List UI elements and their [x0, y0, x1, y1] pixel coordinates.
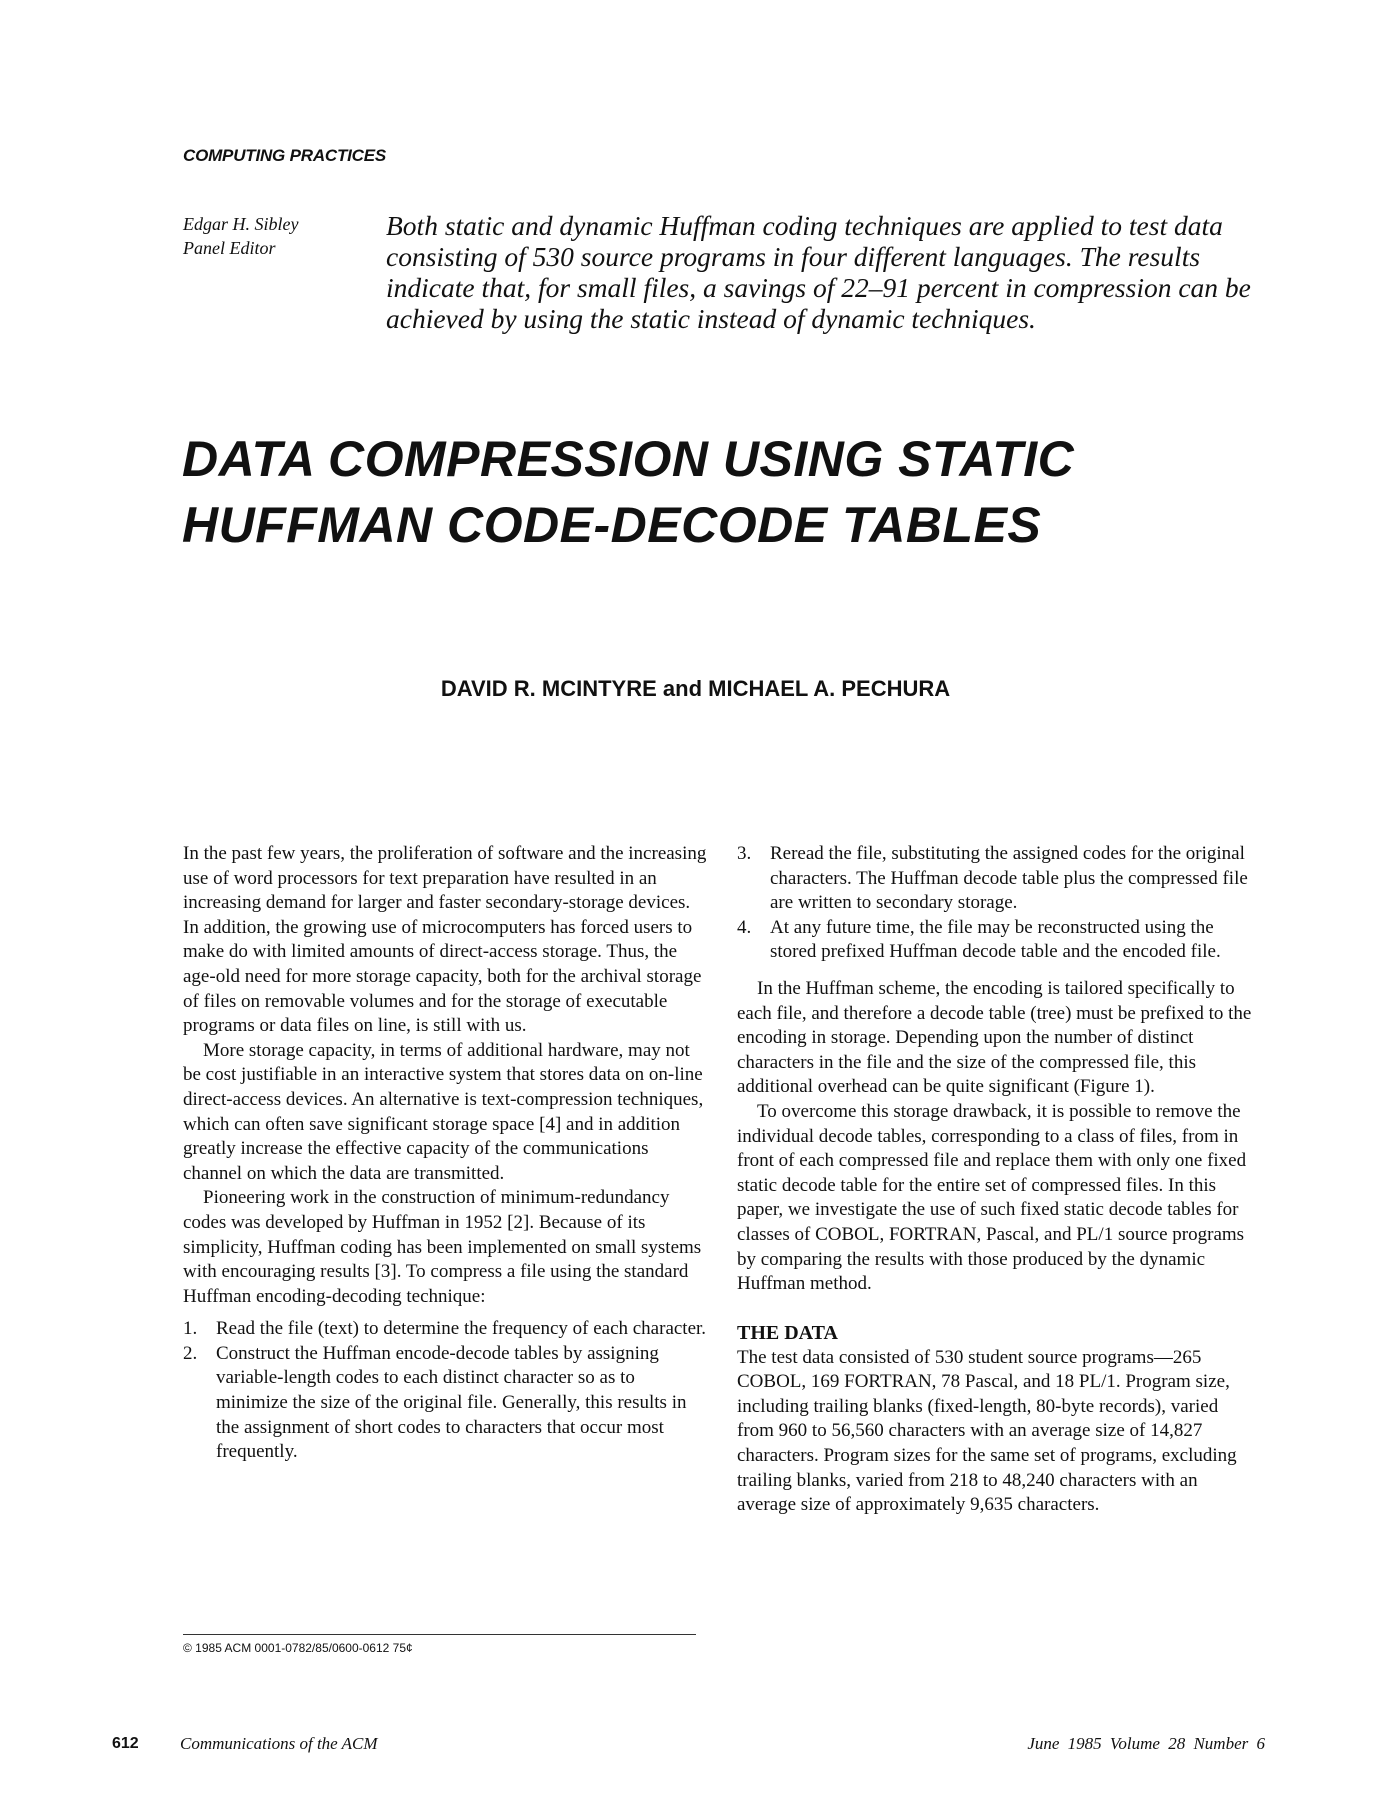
title-line-1: DATA COMPRESSION USING STATIC — [182, 431, 1075, 487]
section-heading: THE DATA — [737, 1321, 838, 1344]
title-line-2: HUFFMAN CODE-DECODE TABLES — [182, 497, 1042, 553]
paragraph: In the Huffman scheme, the encoding is tailored specifically to each file, and therefore a decode table (tree) must be prefixed to the encoding in storage. Depending upon the number of distinct characters in the file and the size of the compressed file, this additional overhead can be quite significant (Figure 1). — [737, 977, 1252, 1098]
paragraph: To overcome this storage drawback, it is possible to remove the individual decode tables, corresponding to a class of files, from in front of each compressed file and replace them with only one fixed static decode table for the entire set of compressed files. In this paper, we investigate the use of such fixed static decode tables for classes of COBOL, FORTRAN, Pascal, and PL/1 source programs by comparing the results with those produced by the dynamic Huffman method. — [737, 1100, 1247, 1295]
list-number: 2. — [183, 1342, 198, 1364]
list-text: Construct the Huffman encode-decode tables by assigning variable-length codes to each distinct character so as to minimize the size of the original file. Generally, this results in the assignment of short codes to characters that occur most frequently. — [216, 1342, 687, 1463]
list-number: 4. — [737, 916, 752, 938]
issue-info: June 1985 Volume 28 Number 6 — [1027, 1734, 1265, 1753]
abstract: Both static and dynamic Huffman coding techniques are applied to test data consisting of 530 source programs in four different languages. The results indicate that, for small files, a savings of 22–91 percent in compression can be achieved by using the static instead of dynamic techniques. — [386, 210, 1251, 334]
authors: DAVID R. MCINTYRE and MICHAEL A. PECHURA — [440, 676, 951, 701]
list-item — [737, 842, 1257, 916]
left-column — [183, 842, 708, 1465]
footnote-rule — [183, 1634, 696, 1635]
paragraph: More storage capacity, in terms of additional hardware, may not be cost justifiable in an interactive system that stores data on on-line direct-access devices. An alternative is text-compression techniques, which can often save significant storage space [4] and in addition greatly increase the effective capacity of the communications channel on which the data are transmitted. — [183, 1039, 704, 1184]
list-item — [737, 916, 1257, 965]
journal-name: Communications of the ACM — [180, 1734, 378, 1753]
editor-name: Edgar H. Sibley — [183, 214, 299, 234]
paragraph: The test data consisted of 530 student source programs—265 COBOL, 169 FORTRAN, 78 Pascal, and 18 PL/1. Program size, including trailing blanks (fixed-length, 80-byte records), varied from 960 to 56,560 characters with an average size of 14,827 characters. Program sizes for the same set of programs, excluding trailing blanks, varied from 218 to 48,240 characters with an average size of approximately 9,635 characters. — [737, 1346, 1237, 1516]
list-number: 3. — [737, 843, 752, 864]
page-number: 612 — [112, 1735, 139, 1752]
section-label: COMPUTING PRACTICES — [183, 146, 387, 165]
list-text: At any future time, the file may be reconstructed using the stored prefixed Huffman decode table and the encoded file. — [770, 916, 1221, 963]
editor-role: Panel Editor — [183, 238, 276, 258]
steps-list — [183, 1317, 708, 1465]
paragraph: Pioneering work in the construction of minimum-redundancy codes was developed by Huffman in 1952 [2]. Because of its simplicity, Huffman coding has been implemented on small systems with encouraging results [3]. To compress a file using the standard Huffman encoding-decoding technique: — [183, 1187, 702, 1307]
list-item — [183, 1342, 708, 1465]
list-number: 1. — [183, 1318, 198, 1340]
list-item — [183, 1317, 708, 1342]
paragraph: In the past few years, the proliferation of software and the increasing use of word processors for text preparation have resulted in an increasing demand for larger and faster secondary-storage devices. In addition, the growing use of microcomputers has forced users to make do with limited amounts of direct-access storage. Thus, the age-old need for more storage capacity, both for the archival storage of files on removable volumes and for the storage of executable programs or data files on line, is still with us. — [183, 843, 707, 1037]
copyright-notice: © 1985 ACM 0001-0782/85/0600-0612 75¢ — [183, 1641, 413, 1655]
right-column — [737, 842, 1257, 1518]
list-text: Reread the file, substituting the assigned codes for the original characters. The Huffman decode table plus the compressed file are written to secondary storage. — [770, 843, 1248, 914]
article-title — [182, 426, 1074, 558]
steps-list — [737, 842, 1257, 965]
list-text: Read the file (text) to determine the frequency of each character. — [216, 1318, 707, 1340]
editor-credit — [183, 212, 353, 260]
